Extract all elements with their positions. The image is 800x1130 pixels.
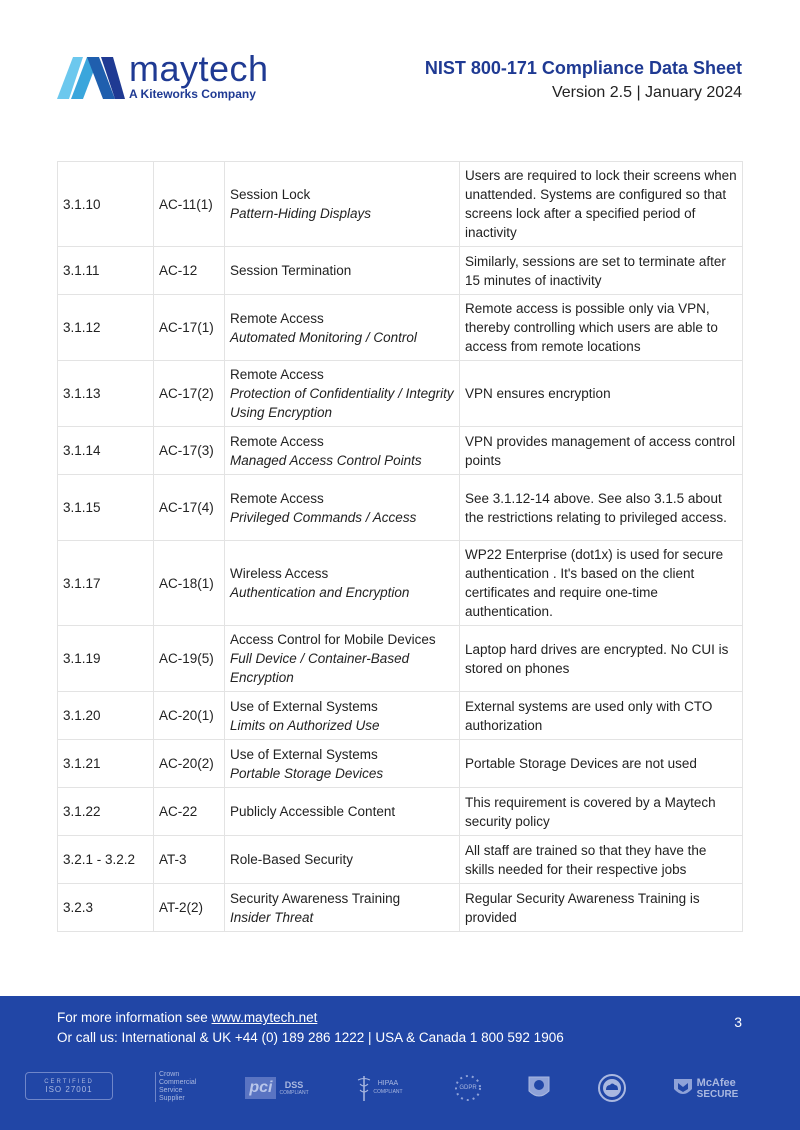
requirement-id-cell: 3.1.20 <box>58 692 154 740</box>
document-version: Version 2.5 | January 2024 <box>551 84 742 101</box>
pci-badge-compliant: COMPLIANT <box>279 1090 309 1096</box>
control-ref-cell: AC-17(1) <box>154 295 225 361</box>
implementation-response-cell: Portable Storage Devices are not used <box>460 740 743 788</box>
control-ref-cell: AC-20(2) <box>154 740 225 788</box>
control-name-cell <box>225 427 460 475</box>
implementation-response-cell: VPN provides management of access control points <box>460 427 743 475</box>
control-title: Wireless Access <box>230 566 329 581</box>
requirement-id-cell: 3.1.15 <box>58 475 154 541</box>
table-row <box>58 692 743 740</box>
mcafee-badge-name: McAfee <box>696 1076 736 1089</box>
table-row <box>58 884 743 932</box>
table-row <box>58 427 743 475</box>
implementation-response-cell: This requirement is covered by a Maytech security policy <box>460 788 743 836</box>
crown-line-3: Service <box>159 1087 183 1094</box>
requirement-id-cell: 3.1.19 <box>58 626 154 692</box>
control-title: Use of External Systems <box>230 746 378 762</box>
crown-line-2: Commercial <box>159 1079 197 1086</box>
control-ref-cell: AC-18(1) <box>154 541 225 626</box>
iso-badge-top: CERTIFIED <box>44 1079 94 1085</box>
control-ref-cell: AC-11(1) <box>154 162 225 247</box>
control-subtitle: Authentication and Encryption <box>230 585 410 600</box>
control-title: Session Lock <box>230 187 311 202</box>
table-row <box>58 247 743 295</box>
control-subtitle: Managed Access Control Points <box>230 452 422 468</box>
control-name-cell <box>225 884 460 932</box>
iso-badge-main: ISO 27001 <box>45 1085 93 1094</box>
control-name-cell <box>225 475 460 541</box>
table-row <box>58 541 743 626</box>
maytech-logo-mark-icon <box>57 55 125 101</box>
control-subtitle: Automated Monitoring / Control <box>230 329 417 345</box>
caduceus-icon <box>357 1074 371 1102</box>
implementation-response-cell: Laptop hard drives are encrypted. No CUI is stored on phones <box>460 626 743 692</box>
hipaa-badge-sub: COMPLIANT <box>373 1089 403 1095</box>
table-row <box>58 162 743 247</box>
implementation-response-cell: All staff are trained so that they have the skills needed for their respective jobs <box>460 836 743 884</box>
gdpr-badge-label: GDPR <box>459 1085 477 1091</box>
control-ref-cell: AC-20(1) <box>154 692 225 740</box>
gdpr-badge <box>450 1072 486 1104</box>
footer-info-prefix: For more information see <box>57 1010 212 1025</box>
control-name-cell <box>225 692 460 740</box>
control-subtitle: Protection of Confidentiality / Integrity Using Encryption <box>230 386 454 420</box>
requirement-id-cell: 3.1.14 <box>58 427 154 475</box>
control-subtitle: Insider Threat <box>230 909 314 925</box>
table-row <box>58 626 743 692</box>
control-name-cell <box>225 541 460 626</box>
implementation-response-cell: Remote access is possible only via VPN, thereby controlling which users are able to access from remote locations <box>460 295 743 361</box>
control-ref-cell: AC-19(5) <box>154 626 225 692</box>
cloud-security-badge <box>595 1072 629 1104</box>
requirement-id-cell: 3.1.10 <box>58 162 154 247</box>
crown-commercial-badge <box>155 1072 205 1102</box>
control-title: Role-Based Security <box>230 852 354 867</box>
control-ref-cell: AC-17(3) <box>154 427 225 475</box>
requirement-id-cell: 3.1.13 <box>58 361 154 427</box>
page-header <box>0 0 800 140</box>
control-ref-cell: AC-17(4) <box>154 475 225 541</box>
pci-dss-badge <box>237 1072 317 1104</box>
table-row <box>58 295 743 361</box>
table-row <box>58 788 743 836</box>
mcafee-secure-badge <box>665 1072 745 1104</box>
page-footer <box>0 996 800 1130</box>
requirements-table <box>57 161 743 932</box>
implementation-response-cell: Users are required to lock their screens when unattended. Systems are configured so that screens lock after a specified period of inactivity <box>460 162 743 247</box>
control-title: Security Awareness Training <box>230 890 401 906</box>
requirement-id-cell: 3.1.22 <box>58 788 154 836</box>
pci-badge-dss: DSS <box>284 1080 304 1090</box>
control-ref-cell: AT-2(2) <box>154 884 225 932</box>
control-title: Publicly Accessible Content <box>230 804 396 819</box>
seal-badge <box>523 1072 555 1104</box>
requirement-id-cell: 3.2.1 - 3.2.2 <box>58 836 154 884</box>
hipaa-badge-label: HIPAA <box>377 1080 399 1087</box>
document-title: NIST 800-171 Compliance Data Sheet <box>424 58 742 78</box>
implementation-response-cell: See 3.1.12-14 above. See also 3.1.5 about the restrictions relating to privileged access. <box>460 475 743 541</box>
table-row <box>58 361 743 427</box>
control-title: Session Termination <box>230 263 352 278</box>
implementation-response-cell: Similarly, sessions are set to terminate after 15 minutes of inactivity <box>460 247 743 295</box>
crown-line-1: Crown <box>159 1071 180 1078</box>
crown-line-4: Supplier <box>159 1095 185 1102</box>
control-title: Remote Access <box>230 310 324 326</box>
control-subtitle: Portable Storage Devices <box>230 765 384 781</box>
implementation-response-cell: VPN ensures encryption <box>460 361 743 427</box>
control-name-cell <box>225 295 460 361</box>
control-name-cell <box>225 626 460 692</box>
cloud-seal-icon <box>597 1073 627 1103</box>
website-link[interactable]: www.maytech.net <box>211 1010 318 1025</box>
control-title: Access Control for Mobile Devices <box>230 632 436 647</box>
footer-call-line: Or call us: International & UK +44 (0) 189 286 1222 | USA & Canada 1 800 592 1906 <box>57 1030 564 1045</box>
requirement-id-cell: 3.2.3 <box>58 884 154 932</box>
requirement-id-cell: 3.1.11 <box>58 247 154 295</box>
implementation-response-cell: WP22 Enterprise (dot1x) is used for secure authentication . It's based on the client certificates and require one-time authentication. <box>460 541 743 626</box>
mcafee-shield-icon <box>672 1076 694 1100</box>
control-title: Remote Access <box>230 490 324 506</box>
control-name-cell <box>225 740 460 788</box>
control-subtitle: Full Device / Container-Based Encryption <box>230 651 410 685</box>
control-name-cell <box>225 361 460 427</box>
requirement-id-cell: 3.1.12 <box>58 295 154 361</box>
requirement-id-cell: 3.1.21 <box>58 740 154 788</box>
hipaa-badge <box>350 1072 410 1104</box>
iso-27001-badge <box>25 1072 113 1100</box>
requirement-id-cell: 3.1.17 <box>58 541 154 626</box>
control-subtitle: Pattern-Hiding Displays <box>230 206 372 221</box>
table-row <box>58 836 743 884</box>
control-title: Remote Access <box>230 367 324 382</box>
table-row <box>58 475 743 541</box>
control-ref-cell: AC-17(2) <box>154 361 225 427</box>
control-title: Remote Access <box>230 433 324 449</box>
pci-badge-mark: pci <box>245 1077 276 1099</box>
certification-badges <box>25 1072 775 1112</box>
control-name-cell <box>225 162 460 247</box>
maytech-logo <box>57 47 269 101</box>
control-subtitle: Limits on Authorized Use <box>230 717 380 733</box>
page-number: 3 <box>734 1014 742 1030</box>
control-ref-cell: AC-12 <box>154 247 225 295</box>
control-name-cell <box>225 788 460 836</box>
table-row <box>58 740 743 788</box>
control-title: Use of External Systems <box>230 698 378 714</box>
mcafee-badge-secure: SECURE <box>696 1088 739 1100</box>
control-name-cell <box>225 836 460 884</box>
control-ref-cell: AT-3 <box>154 836 225 884</box>
control-subtitle: Privileged Commands / Access <box>230 509 417 525</box>
logo-tagline: A Kiteworks Company <box>129 86 256 101</box>
implementation-response-cell: External systems are used only with CTO authorization <box>460 692 743 740</box>
shield-seal-icon <box>526 1073 552 1103</box>
control-name-cell <box>225 247 460 295</box>
control-ref-cell: AC-22 <box>154 788 225 836</box>
implementation-response-cell: Regular Security Awareness Training is provided <box>460 884 743 932</box>
logo-wordmark: maytech <box>129 47 269 89</box>
footer-info-line <box>57 1010 317 1025</box>
